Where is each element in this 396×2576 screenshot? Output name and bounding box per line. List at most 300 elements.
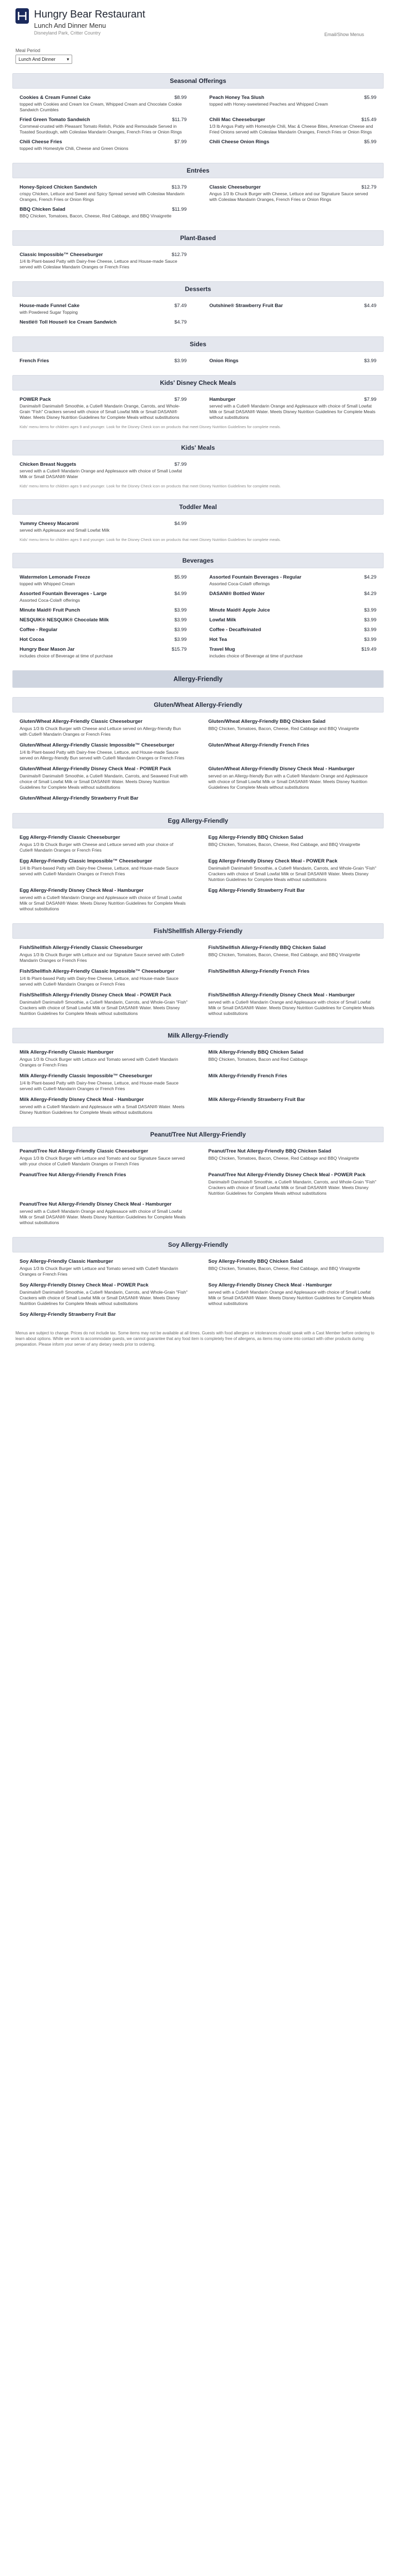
- item-price: $4.29: [364, 574, 376, 580]
- allergy-menu-item: [20, 1201, 188, 1226]
- item-name: NESQUIK® NESQUIK® Chocolate Milk: [20, 617, 109, 623]
- menu-item-header: [20, 184, 187, 190]
- menu-item-header: [209, 647, 376, 652]
- menu-item-header: [20, 647, 187, 652]
- item-name: Milk Allergy-Friendly Strawberry Fruit Bar: [208, 1097, 305, 1103]
- item-description: served on an Allergy-friendly Bun with a Cutie® Mandarin Orange and Applesauce with choice of Small Lowfat Milk or Small DASANI® Water. Meets Disney Nutrition Guidelines for Complete Meals without substitutions: [208, 773, 368, 790]
- chevron-down-icon: ▾: [67, 56, 69, 62]
- allergy-menu-item: [208, 1097, 376, 1115]
- item-name: French Fries: [20, 358, 50, 364]
- menu-item-header: [20, 139, 187, 145]
- item-description: served with a Cutie® Mandarin and Applesauce with a Small DASANI® Water. Meets Disney Nutrition Guidelines for Complete Meals without substitutions: [20, 1104, 185, 1115]
- menu-item: [209, 591, 376, 603]
- item-description: served with a Cutie® Mandarin Orange and Applesauce with choice of Small Lowfat Milk or Small DASANI® Water. Meets Disney Nutrition Guidelines for Complete Meals without substitutions: [208, 1290, 374, 1306]
- section-title: Allergy-Friendly: [12, 670, 384, 688]
- item-price: $19.49: [361, 647, 376, 652]
- menu-item-header: [20, 117, 187, 123]
- section-entrees: [12, 163, 384, 221]
- disclaimer-text: Menus are subject to change. Prices do not include tax. Some items may not be available at all times. Guests with food allergies or intolerances should speak with a Cast Member before ordering to learn about options. While we work to accommodate guests, we cannot guarantee that any food item is completely free of allergens, as items may come into contact with other products during preparation. Please inform your server of any dietary needs prior to ordering.: [15, 1331, 374, 1347]
- allergy-menu-item: [20, 1097, 188, 1115]
- allergy-menu-item: [20, 858, 188, 883]
- menu-item: [20, 207, 187, 219]
- item-name: Peanut/Tree Nut Allergy-Friendly Disney Check Meal - Hamburger: [20, 1201, 172, 1207]
- menu-item-header: [209, 627, 376, 633]
- allergy-menu-item: [208, 719, 376, 737]
- menu-items-grid: [12, 568, 384, 661]
- item-name: Chili Mac Cheeseburger: [209, 117, 266, 123]
- allergy-menu-item: [20, 888, 188, 912]
- section-egg-allergy: [12, 813, 384, 914]
- item-description: topped with Homestyle Chili, Cheese and Green Onions: [20, 146, 128, 151]
- item-name: Minute Maid® Fruit Punch: [20, 607, 80, 613]
- item-price: $3.99: [174, 627, 187, 633]
- menu-item-header: [209, 397, 376, 402]
- item-description: served with a Cutie® Mandarin Orange and Applesauce with choice of Small Lowfat Milk or Small DASANI® Water. Meets Disney Nutrition Guidelines for Complete Meals without substitutions: [20, 895, 186, 911]
- item-price: $3.99: [364, 358, 376, 364]
- menu-item: [209, 627, 376, 633]
- item-price: $13.79: [171, 184, 187, 190]
- menu-item: [20, 627, 187, 633]
- item-price: $12.79: [361, 184, 376, 190]
- menu-subtitle: Lunch And Dinner Menu: [34, 22, 106, 29]
- item-name: Fish/Shellfish Allergy-Friendly French Fries: [208, 969, 310, 974]
- menu-item-header: [209, 139, 376, 145]
- allergy-items-grid: [12, 939, 384, 1019]
- allergy-menu-item: [20, 1172, 188, 1196]
- menu-item: [20, 184, 187, 202]
- allergy-menu-item: [20, 835, 188, 853]
- allergy-menu-item: [20, 945, 188, 963]
- item-description: served with a Cutie® Mandarin Orange and Applesauce with choice of Small Lowfat Milk or Small DASANI® Water. Meets Disney Nutrition Guidelines for Complete Meals without substitutions: [208, 999, 374, 1016]
- item-name: Milk Allergy-Friendly Classic Hamburger: [20, 1049, 114, 1055]
- section-beverages: [12, 553, 384, 661]
- item-name: Nestlé® Toll House® Ice Cream Sandwich: [20, 319, 117, 325]
- menu-item: [20, 521, 187, 533]
- allergy-menu-item: [20, 1049, 188, 1068]
- menu-header: [0, 0, 396, 41]
- menu-item: [20, 637, 187, 642]
- item-name: Yummy Cheesy Macaroni: [20, 521, 79, 527]
- item-description: BBQ Chicken, Tomatoes, Bacon, Cheese, Red Cabbage, and BBQ Vinaigrette: [208, 1266, 360, 1271]
- section-peanut-tree-nut-allergy: [12, 1127, 384, 1228]
- item-description: Danimals® Danimals® Smoothie, a Cutie® Mandarin Orange, Carrots, and Whole-Grain "Fish" Crackers served with choice of Small Lowfat Milk or Small DASANI® Water. Meets Disney Nutrition Guidelines for Complete Meals without substitutions: [20, 403, 180, 420]
- section-sides: [12, 336, 384, 366]
- item-name: Soy Allergy-Friendly BBQ Chicken Salad: [208, 1259, 303, 1264]
- menu-items-grid: [12, 455, 384, 482]
- menu-item-header: [209, 95, 376, 100]
- item-name: Milk Allergy-Friendly Classic Impossible™ Cheeseburger: [20, 1073, 153, 1079]
- section-title: Entrées: [12, 163, 384, 178]
- item-description: with Powdered Sugar Topping: [20, 310, 78, 315]
- item-name: Fish/Shellfish Allergy-Friendly Disney Check Meal - POWER Pack: [20, 992, 172, 998]
- item-name: Classic Impossible™ Cheeseburger: [20, 252, 103, 258]
- restaurant-logo: [15, 8, 29, 24]
- menu-item: [209, 617, 376, 623]
- item-price: $3.99: [174, 617, 187, 623]
- item-name: Soy Allergy-Friendly Disney Check Meal - Hamburger: [208, 1282, 332, 1288]
- allergy-menu-item: [208, 992, 376, 1016]
- allergy-menu-item: [20, 1073, 188, 1092]
- allergy-menu-item: [20, 1312, 188, 1318]
- item-price: $3.99: [364, 617, 376, 623]
- section-title: Gluten/Wheat Allergy-Friendly: [12, 697, 384, 713]
- item-description: 1/4 lb Plant-based Patty with Dairy-free Cheese, Lettuce and House-made Sauce served with Coleslaw Mandarin Oranges or French Fries: [20, 259, 177, 269]
- print-menu-link[interactable]: Email/Show Menus: [324, 32, 364, 37]
- allergy-menu-item: [20, 969, 188, 987]
- item-description: Assorted Coca-Cola® offerings: [209, 581, 270, 586]
- item-description: Angus 1/3 lb Chuck Burger with Cheese and Lettuce served on Allergy-friendly Bun with Cutie® Mandarin Oranges or French Fries: [20, 726, 181, 737]
- item-description: served with Applesauce and Small Lowfat Milk: [20, 528, 110, 533]
- menu-item-header: [20, 617, 187, 623]
- menu-item: [209, 637, 376, 642]
- section-kids-meals: [12, 440, 384, 490]
- menu-item: [209, 117, 376, 135]
- section-title: Beverages: [12, 553, 384, 568]
- menu-item-header: [20, 607, 187, 613]
- item-name: Chili Cheese Fries: [20, 139, 62, 145]
- section-note: Kids' menu items for children ages 9 and younger. Look for the Disney Check icon on products that meet Disney Nutrition Guidelines for complete meals.: [20, 537, 281, 542]
- item-name: Soy Allergy-Friendly Classic Hamburger: [20, 1259, 113, 1264]
- menu-items-grid: [12, 178, 384, 221]
- item-description: Angus 1/3 lb Chuck Burger with Cheese and Lettuce served with your choice of Cutie® Mandarin Oranges or French Fries: [20, 842, 174, 853]
- item-description: BBQ Chicken, Tomatoes, Bacon, Cheese, Red Cabbage, and BBQ Vinaigrette: [208, 842, 360, 847]
- item-price: $11.99: [172, 207, 187, 212]
- section-title: Kids' Disney Check Meals: [12, 375, 384, 391]
- item-name: Assorted Fountain Beverages - Regular: [209, 574, 302, 580]
- item-name: Milk Allergy-Friendly Disney Check Meal - Hamburger: [20, 1097, 144, 1103]
- menu-item: [20, 252, 187, 270]
- menu-item: [20, 607, 187, 613]
- item-name: Gluten/Wheat Allergy-Friendly Classic Cheeseburger: [20, 719, 143, 724]
- item-name: Lowfat Milk: [209, 617, 236, 623]
- item-price: $7.99: [174, 462, 187, 467]
- item-name: Gluten/Wheat Allergy-Friendly Disney Check Meal - POWER Pack: [20, 766, 171, 772]
- item-price: $7.99: [364, 397, 376, 402]
- section-title: Egg Allergy-Friendly: [12, 813, 384, 828]
- menu-item: [20, 617, 187, 623]
- item-name: Egg Allergy-Friendly BBQ Chicken Salad: [208, 835, 303, 840]
- item-name: Soy Allergy-Friendly Disney Check Meal - POWER Pack: [20, 1282, 148, 1288]
- item-price: $5.99: [364, 95, 376, 100]
- menu-item: [209, 303, 376, 315]
- item-description: Angus 1/3 lb Chuck Burger with Cheese, Lettuce and our Signature Sauce served with Coleslaw Mandarin Oranges, French Fries or Onion Rings: [209, 191, 368, 202]
- menu-item-header: [20, 462, 187, 467]
- section-title: Seasonal Offerings: [12, 73, 384, 89]
- allergy-menu-item: [208, 1073, 376, 1092]
- section-title: Kids' Meals: [12, 440, 384, 455]
- item-description: BBQ Chicken, Tomatoes, Bacon, Cheese, Red Cabbage and BBQ Vinaigrette: [208, 726, 359, 731]
- item-price: $5.99: [364, 139, 376, 145]
- item-name: House-made Funnel Cake: [20, 303, 80, 309]
- item-name: Watermelon Lemonade Freeze: [20, 574, 90, 580]
- item-price: $4.79: [174, 319, 187, 325]
- allergy-items-grid: [12, 828, 384, 914]
- item-description: BBQ Chicken, Tomatoes, Bacon, Cheese, Red Cabbage and BBQ Vinaigrette: [208, 1156, 359, 1161]
- item-description: Angus 1/3 lb Chuck Burger with Lettuce and Tomato served with Cutie® Mandarin Oranges or French Fries: [20, 1266, 178, 1277]
- item-name: Chili Cheese Onion Rings: [209, 139, 270, 145]
- item-description: Angus 1/3 lb Chuck Burger with Lettuce and Tomato served with Cutie® Mandarin Oranges or French Fries: [20, 1057, 178, 1067]
- menu-items-grid: [12, 246, 384, 272]
- item-name: Milk Allergy-Friendly French Fries: [208, 1073, 287, 1079]
- allergy-menu-item: [20, 766, 188, 790]
- section-title: Fish/Shellfish Allergy-Friendly: [12, 923, 384, 939]
- item-description: Angus 1/3 lb Chuck Burger with Lettuce and our Signature Sauce served with Cutie® Mandarin Oranges or French Fries: [20, 952, 185, 963]
- item-price: $12.79: [171, 252, 187, 258]
- menu-item-header: [20, 637, 187, 642]
- section-title: Desserts: [12, 281, 384, 297]
- menu-item: [20, 303, 187, 315]
- menu-item-header: [209, 617, 376, 623]
- menu-item-header: [20, 207, 187, 212]
- item-price: $7.49: [174, 303, 187, 309]
- item-name: Egg Allergy-Friendly Strawberry Fruit Bar: [208, 888, 305, 893]
- item-name: Hot Cocoa: [20, 637, 44, 642]
- allergy-menu-item: [208, 1172, 376, 1196]
- item-price: $4.99: [174, 591, 187, 597]
- item-description: Assorted Coca-Cola® offerings: [20, 598, 80, 603]
- menu-item: [20, 591, 187, 603]
- item-description: includes choice of Beverage at time of purchase: [20, 653, 113, 658]
- menu-item: [20, 462, 187, 480]
- item-name: DASANI® Bottled Water: [209, 591, 265, 597]
- item-name: Minute Maid® Apple Juice: [209, 607, 270, 613]
- item-price: $15.49: [361, 117, 376, 123]
- item-description: Danimals® Danimals® Smoothie, a Cutie® Mandarin, Carrots, and Whole-Grain "Fish" Crackers with choice of Small Lowfat Milk or Small DASANI® Water. Meets Disney Nutrition Guidelines for Complete Meals without substitutions: [208, 866, 376, 882]
- item-name: Outshine® Strawberry Fruit Bar: [209, 303, 283, 309]
- allergy-menu-item: [20, 992, 188, 1016]
- item-name: Fish/Shellfish Allergy-Friendly Classic Cheeseburger: [20, 945, 143, 951]
- allergy-menu-item: [20, 795, 188, 802]
- allergy-menu-item: [208, 945, 376, 963]
- menu-item: [209, 358, 376, 364]
- item-name: Travel Mug: [209, 647, 235, 652]
- allergy-menu-item: [20, 719, 188, 737]
- menu-item-header: [20, 95, 187, 100]
- item-name: Gluten/Wheat Allergy-Friendly French Fries: [208, 742, 309, 748]
- menu-item: [20, 358, 187, 364]
- item-name: Milk Allergy-Friendly BBQ Chicken Salad: [208, 1049, 304, 1055]
- menu-item-header: [209, 303, 376, 309]
- meal-period-control: [0, 41, 396, 64]
- item-description: Danimals® Danimals® Smoothie, a Cutie® Mandarin, Carrots, and Whole-Grain "Fish" Crackers with choice of Small Lowfat Milk or Small DASANI® Water. Meets Disney Nutrition Guidelines for Complete Meals without substitutions: [208, 1179, 376, 1196]
- item-name: Honey-Spiced Chicken Sandwich: [20, 184, 97, 190]
- item-price: $4.29: [364, 591, 376, 597]
- menu-item: [20, 117, 187, 135]
- item-price: $5.99: [174, 574, 187, 580]
- menu-items-grid: [12, 297, 384, 327]
- item-name: Egg Allergy-Friendly Classic Cheeseburger: [20, 835, 120, 840]
- item-name: POWER Pack: [20, 397, 51, 402]
- item-price: $3.99: [174, 637, 187, 642]
- item-description: 1/4 lb Plant-based Patty with Dairy-free Cheese, Lettuce, and House-made Sauce served with Cutie® Mandarin Oranges or French Fries: [20, 1080, 179, 1091]
- allergy-menu-item: [208, 888, 376, 912]
- section-title: Milk Allergy-Friendly: [12, 1028, 384, 1043]
- item-name: Hot Tea: [209, 637, 227, 642]
- section-soy-allergy: [12, 1237, 384, 1320]
- item-description: includes choice of Beverage at time of purchase: [209, 653, 303, 658]
- item-price: $8.99: [174, 95, 187, 100]
- menu-item: [209, 139, 376, 151]
- allergy-menu-item: [208, 1259, 376, 1277]
- menu-item-header: [20, 591, 187, 597]
- menu-item-header: [20, 521, 187, 527]
- menu-item-header: [20, 358, 187, 364]
- menu-items-grid: [12, 89, 384, 154]
- item-name: Peanut/Tree Nut Allergy-Friendly Classic Cheeseburger: [20, 1148, 148, 1154]
- allergy-menu-item: [208, 766, 376, 790]
- item-name: Gluten/Wheat Allergy-Friendly Strawberry Fruit Bar: [20, 795, 139, 801]
- item-price: $3.99: [174, 358, 187, 364]
- section-title: Sides: [12, 336, 384, 352]
- item-price: $7.99: [174, 397, 187, 402]
- section-seasonal-offerings: [12, 73, 384, 154]
- menu-item-header: [209, 184, 376, 190]
- item-name: Fried Green Tomato Sandwich: [20, 117, 90, 123]
- menu-item: [20, 397, 187, 420]
- menu-items-grid: [12, 391, 384, 422]
- item-name: Egg Allergy-Friendly Classic Impossible™ Cheeseburger: [20, 858, 152, 864]
- menu-item: [209, 397, 376, 420]
- item-description: topped with Cookies and Cream Ice Cream, Whipped Cream and Chocolate Cookie Sandwich Crumbles: [20, 101, 182, 112]
- item-price: $7.99: [174, 139, 187, 145]
- section-title: Soy Allergy-Friendly: [12, 1237, 384, 1252]
- allergy-menu-item: [20, 1148, 188, 1167]
- allergy-menu-item: [208, 742, 376, 761]
- item-description: Danimals® Danimals® Smoothie, a Cutie® Mandarin, Carrots, and Whole-Grain "Fish" Crackers with choice of Small Lowfat Milk or Small DASANI® Water. Meets Disney Nutrition Guidelines for Complete Meals without substitutions: [20, 999, 188, 1016]
- item-description: served with a Cutie® Mandarin Orange and Applesauce with choice of Small Lowfat Milk or Small DASANI® Water. Meets Disney Nutrition Guidelines for Complete Meals without substitutions: [209, 403, 375, 420]
- item-name: Fish/Shellfish Allergy-Friendly BBQ Chicken Salad: [208, 945, 326, 951]
- allergy-items-grid: [12, 1043, 384, 1117]
- menu-item-header: [209, 574, 376, 580]
- page-title: Hungry Bear Restaurant: [34, 9, 145, 20]
- item-name: Cookies & Cream Funnel Cake: [20, 95, 91, 100]
- menu-item: [20, 574, 187, 587]
- section-fish-shellfish-allergy: [12, 923, 384, 1019]
- section-allergy-friendly: [12, 670, 384, 688]
- item-name: Fish/Shellfish Allergy-Friendly Disney Check Meal - Hamburger: [208, 992, 355, 998]
- item-name: Gluten/Wheat Allergy-Friendly Disney Check Meal - Hamburger: [208, 766, 355, 772]
- item-price: $3.99: [364, 637, 376, 642]
- section-plant-based: [12, 230, 384, 272]
- item-description: 1/4 lb Plant-based Patty with Dairy-free Cheese, Lettuce, and House-made Sauce served on Allergy-friendly Bun served with Cutie® Mandarin Oranges or French Fries: [20, 750, 185, 760]
- menu-item-header: [209, 637, 376, 642]
- item-name: Chicken Breast Nuggets: [20, 462, 76, 467]
- item-description: served with a Cutie® Mandarin Orange and Applesauce with choice of Small Lowfat Milk or Small DASANI® Water: [20, 468, 182, 479]
- item-description: 1/3 lb Angus Patty with Homestyle Chili, Mac & Cheese Bites, American Cheese and Fried Onions served with Coleslaw Mandarin Oranges, French Fries or Onion Rings: [209, 124, 373, 134]
- item-name: Classic Cheeseburger: [209, 184, 261, 190]
- item-price: $11.79: [172, 117, 187, 123]
- allergy-menu-item: [208, 835, 376, 853]
- item-description: 1/4 lb Plant-based Patty with Dairy-free Cheese, Lettuce, and House-made Sauce served with Cutie® Mandarin Oranges or French Fries: [20, 976, 179, 987]
- item-name: Peanut/Tree Nut Allergy-Friendly French Fries: [20, 1172, 126, 1178]
- allergy-items-grid: [12, 1142, 384, 1228]
- menu-items-grid: [12, 515, 384, 535]
- menu-item-header: [209, 117, 376, 123]
- item-name: Coffee - Decaffeinated: [209, 627, 261, 633]
- meal-period-value: Lunch And Dinner: [19, 57, 56, 62]
- allergy-menu-item: [208, 858, 376, 883]
- item-name: Soy Allergy-Friendly Strawberry Fruit Bar: [20, 1312, 116, 1317]
- menu-item-header: [20, 627, 187, 633]
- item-name: Onion Rings: [209, 358, 239, 364]
- item-name: Coffee - Regular: [20, 627, 58, 633]
- section-kids-disney-check-meals: [12, 375, 384, 431]
- item-price: $15.79: [171, 647, 187, 652]
- menu-item: [20, 95, 187, 113]
- item-price: $3.99: [364, 607, 376, 613]
- menu-item: [20, 647, 187, 659]
- item-price: $4.99: [174, 521, 187, 527]
- item-name: BBQ Chicken Salad: [20, 207, 65, 212]
- item-description: Cornmeal-crusted with Pleasant Tomato Relish, Pickle and Remoulade Served in Toasted Sourdough, with Coleslaw Mandarin Oranges, French Fries or Onion Rings: [20, 124, 182, 134]
- section-note: Kids' menu items for children ages 9 and younger. Look for the Disney Check icon on products that meet Disney Nutrition Guidelines for complete meals.: [20, 425, 281, 429]
- bear-logo-icon: [18, 11, 27, 21]
- menu-item-header: [209, 358, 376, 364]
- section-note: Kids' menu items for children ages 9 and younger. Look for the Disney Check icon on products that meet Disney Nutrition Guidelines for complete meals.: [20, 484, 281, 488]
- allergy-items-grid: [12, 1252, 384, 1320]
- item-description: BBQ Chicken, Tomatoes, Bacon and Red Cabbage: [208, 1057, 308, 1062]
- menu-item: [209, 184, 376, 202]
- allergy-menu-item: [208, 1049, 376, 1068]
- section-milk-allergy: [12, 1028, 384, 1117]
- allergy-menu-item: [208, 1282, 376, 1307]
- item-name: Hamburger: [209, 397, 236, 402]
- section-gluten-wheat-allergy: [12, 697, 384, 804]
- item-name: Peanut/Tree Nut Allergy-Friendly Disney Check Meal - POWER Pack: [208, 1172, 366, 1178]
- menu-item: [209, 647, 376, 659]
- item-price: $4.49: [364, 303, 376, 309]
- meal-period-label: Meal Period: [15, 48, 41, 53]
- allergy-menu-item: [208, 969, 376, 987]
- allergy-items-grid: [12, 713, 384, 804]
- allergy-menu-item: [20, 1282, 188, 1307]
- item-description: served with a Cutie® Mandarin Orange and Applesauce with choice of Small Lowfat Milk or Small DASANI® Water. Meets Disney Nutrition Guidelines for Complete Meals without substitutions: [20, 1209, 186, 1225]
- item-price: $3.99: [174, 607, 187, 613]
- item-name: Hungry Bear Mason Jar: [20, 647, 75, 652]
- item-description: Angus 1/3 lb Chuck Burger with Lettuce and Tomato and our Signature Sauce served with your choice of Cutie® Mandarin Oranges or French Fries: [20, 1156, 185, 1166]
- allergy-menu-item: [20, 742, 188, 761]
- item-name: Egg Allergy-Friendly Disney Check Meal - Hamburger: [20, 888, 144, 893]
- item-name: Gluten/Wheat Allergy-Friendly Classic Impossible™ Cheeseburger: [20, 742, 175, 748]
- allergy-menu-item: [208, 1148, 376, 1167]
- menu-item: [209, 574, 376, 587]
- item-description: topped with Whipped Cream: [20, 581, 75, 586]
- section-toddler-meal: [12, 499, 384, 544]
- menu-item-header: [20, 303, 187, 309]
- menu-item-header: [20, 252, 187, 258]
- section-title: Peanut/Tree Nut Allergy-Friendly: [12, 1127, 384, 1142]
- location-text: Disneyland Park, Critter Country: [34, 30, 101, 36]
- item-description: crispy Chicken, Lettuce and Sweet and Spicy Spread served with Coleslaw Mandarin Oranges, French Fries or Onion Rings: [20, 191, 185, 202]
- item-description: 1/4 lb Plant-based Patty with Dairy-free Cheese, Lettuce, and House-made Sauce served with Cutie® Mandarin Oranges or French Fries: [20, 866, 179, 876]
- meal-period-select[interactable]: [15, 55, 72, 64]
- menu-item: [20, 319, 187, 325]
- item-name: Egg Allergy-Friendly Disney Check Meal - POWER Pack: [208, 858, 338, 864]
- menu-item: [209, 95, 376, 113]
- menu-item-header: [209, 607, 376, 613]
- menu-item-header: [20, 319, 187, 325]
- menu-item-header: [20, 574, 187, 580]
- item-description: Danimals® Danimals® Smoothie, a Cutie® Mandarin, Carrots, and Seaweed Fruit with choice of Small Lowfat Milk or Small DASANI® Water. Meets Disney Nutrition Guidelines for Complete Meals without substitutions: [20, 773, 188, 790]
- section-title: Toddler Meal: [12, 499, 384, 515]
- menu-items-grid: [12, 352, 384, 366]
- item-name: Peach Honey Tea Slush: [209, 95, 265, 100]
- item-price: $3.99: [364, 627, 376, 633]
- menu-item: [20, 139, 187, 151]
- item-name: Assorted Fountain Beverages - Large: [20, 591, 107, 597]
- item-description: BBQ Chicken, Tomatoes, Bacon, Cheese, Red Cabbage, and BBQ Vinaigrette: [208, 952, 360, 957]
- section-desserts: [12, 281, 384, 327]
